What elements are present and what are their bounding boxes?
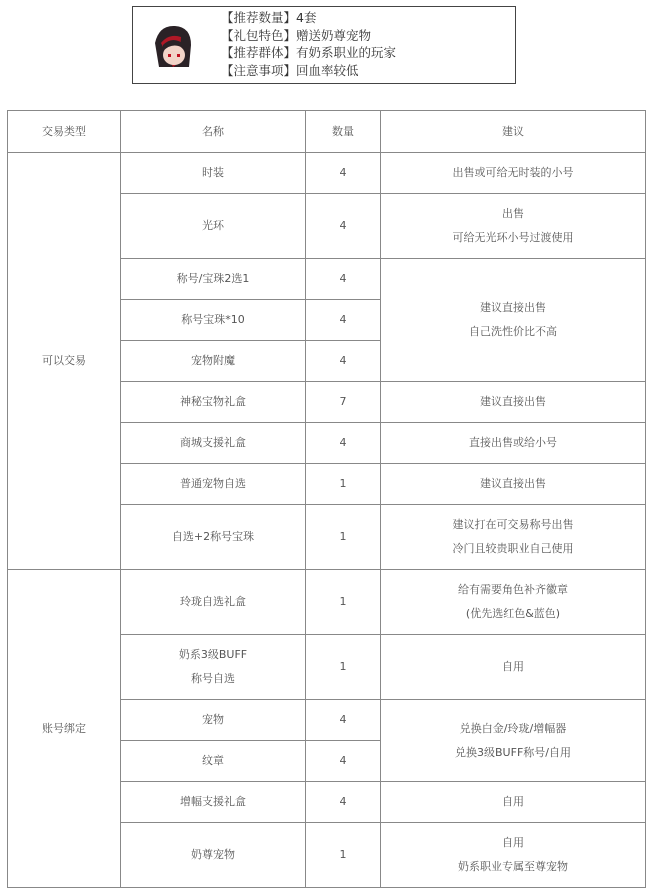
package-info-card [132, 6, 516, 84]
quantity-cell: 1 [306, 570, 381, 635]
quantity-cell: 4 [306, 300, 381, 341]
cell-line: 建议直接出售 [480, 301, 546, 314]
advice-cell [381, 823, 646, 888]
cell-line: 出售 [502, 207, 524, 220]
quantity-cell: 4 [306, 782, 381, 823]
header-trade-type: 交易类型 [8, 111, 121, 153]
cell-line: 神秘宝物礼盒 [180, 395, 246, 408]
advice-cell [381, 153, 646, 194]
item-name-cell [121, 464, 306, 505]
cell-line: 冷门且较贵职业自己使用 [452, 542, 574, 555]
quantity-cell: 4 [306, 194, 381, 259]
advice-cell [381, 505, 646, 570]
cell-line: 兑换3级BUFF称号/自用 [455, 745, 571, 759]
item-name-cell [121, 259, 306, 300]
cell-line: (优先选红色&蓝色) [465, 607, 561, 620]
cell-line: 给有需要角色补齐徽章 [458, 583, 568, 596]
trade-type-cell: 可以交易 [8, 153, 121, 570]
table-row [8, 153, 646, 194]
item-name-cell [121, 505, 306, 570]
cell-line: 称号/宝珠2选1 [176, 272, 250, 285]
cell-line: 出售或可给无时装的小号 [452, 166, 574, 179]
item-name-cell [121, 423, 306, 464]
cell-line: 直接出售或给小号 [469, 436, 557, 449]
quantity-cell: 4 [306, 341, 381, 382]
cell-line: 称号宝珠*10 [181, 313, 245, 326]
info-line-notes: 【注意事项】回血率较低 [221, 62, 359, 78]
info-line-feature: 【礼包特色】赠送奶尊宠物 [221, 27, 372, 43]
advice-cell [381, 782, 646, 823]
quantity-cell: 1 [306, 464, 381, 505]
advice-cell [381, 194, 646, 259]
cell-line: 时装 [202, 166, 224, 179]
advice-cell [381, 382, 646, 423]
cell-line: 奶尊宠物 [191, 848, 235, 861]
cell-line: 玲珑自选礼盒 [180, 595, 246, 608]
cell-line: 自选+2称号宝珠 [171, 530, 255, 543]
cell-line: 纹章 [202, 754, 224, 767]
item-name-cell [121, 382, 306, 423]
header-name: 名称 [121, 111, 306, 153]
cell-line: 宠物 [202, 713, 224, 726]
item-name-cell [121, 823, 306, 888]
item-name-cell [121, 570, 306, 635]
cell-line: 兑换白金/玲珑/增幅器 [459, 721, 567, 735]
cell-line: 普通宠物自选 [180, 477, 246, 490]
cell-line: 光环 [202, 219, 224, 232]
cell-line: 奶系3级BUFF [178, 648, 248, 661]
cell-line: 自用 [502, 795, 524, 808]
item-name-cell [121, 741, 306, 782]
quantity-cell: 4 [306, 423, 381, 464]
header-quantity: 数量 [306, 111, 381, 153]
item-name-cell [121, 153, 306, 194]
cell-line: 宠物附魔 [191, 354, 235, 367]
cell-line: 自用 [502, 660, 524, 673]
advice-cell [381, 259, 646, 382]
quantity-cell: 4 [306, 259, 381, 300]
quantity-cell: 7 [306, 382, 381, 423]
quantity-cell: 1 [306, 823, 381, 888]
table-row [8, 570, 646, 635]
info-line-quantity: 【推荐数量】4套 [221, 10, 317, 25]
cell-line: 可给无光环小号过渡使用 [452, 231, 574, 244]
package-table [7, 110, 646, 888]
cell-line: 建议打在可交易称号出售 [452, 518, 574, 531]
item-name-cell [121, 341, 306, 382]
trade-type-cell: 账号绑定 [8, 570, 121, 888]
item-name-cell [121, 700, 306, 741]
cell-line: 奶系职业专属至尊宠物 [458, 860, 568, 873]
item-name-cell [121, 635, 306, 700]
item-name-cell [121, 300, 306, 341]
cell-line: 建议直接出售 [480, 477, 546, 490]
advice-cell [381, 423, 646, 464]
cell-line: 称号自选 [191, 672, 235, 685]
quantity-cell: 4 [306, 153, 381, 194]
quantity-cell: 4 [306, 700, 381, 741]
cell-line: 商城支援礼盒 [180, 436, 246, 449]
advice-cell [381, 700, 646, 782]
info-line-audience: 【推荐群体】有奶系职业的玩家 [221, 45, 397, 60]
item-name-cell [121, 782, 306, 823]
item-name-cell [121, 194, 306, 259]
quantity-cell: 1 [306, 635, 381, 700]
cell-line: 建议直接出售 [480, 395, 546, 408]
advice-cell [381, 635, 646, 700]
advice-cell [381, 464, 646, 505]
advice-cell [381, 570, 646, 635]
cell-line: 增幅支援礼盒 [180, 795, 246, 808]
quantity-cell: 4 [306, 741, 381, 782]
character-avatar-icon [151, 23, 195, 71]
quantity-cell: 1 [306, 505, 381, 570]
cell-line: 自用 [502, 836, 524, 849]
header-advice: 建议 [381, 111, 646, 153]
cell-line: 自己洗性价比不高 [469, 325, 557, 338]
